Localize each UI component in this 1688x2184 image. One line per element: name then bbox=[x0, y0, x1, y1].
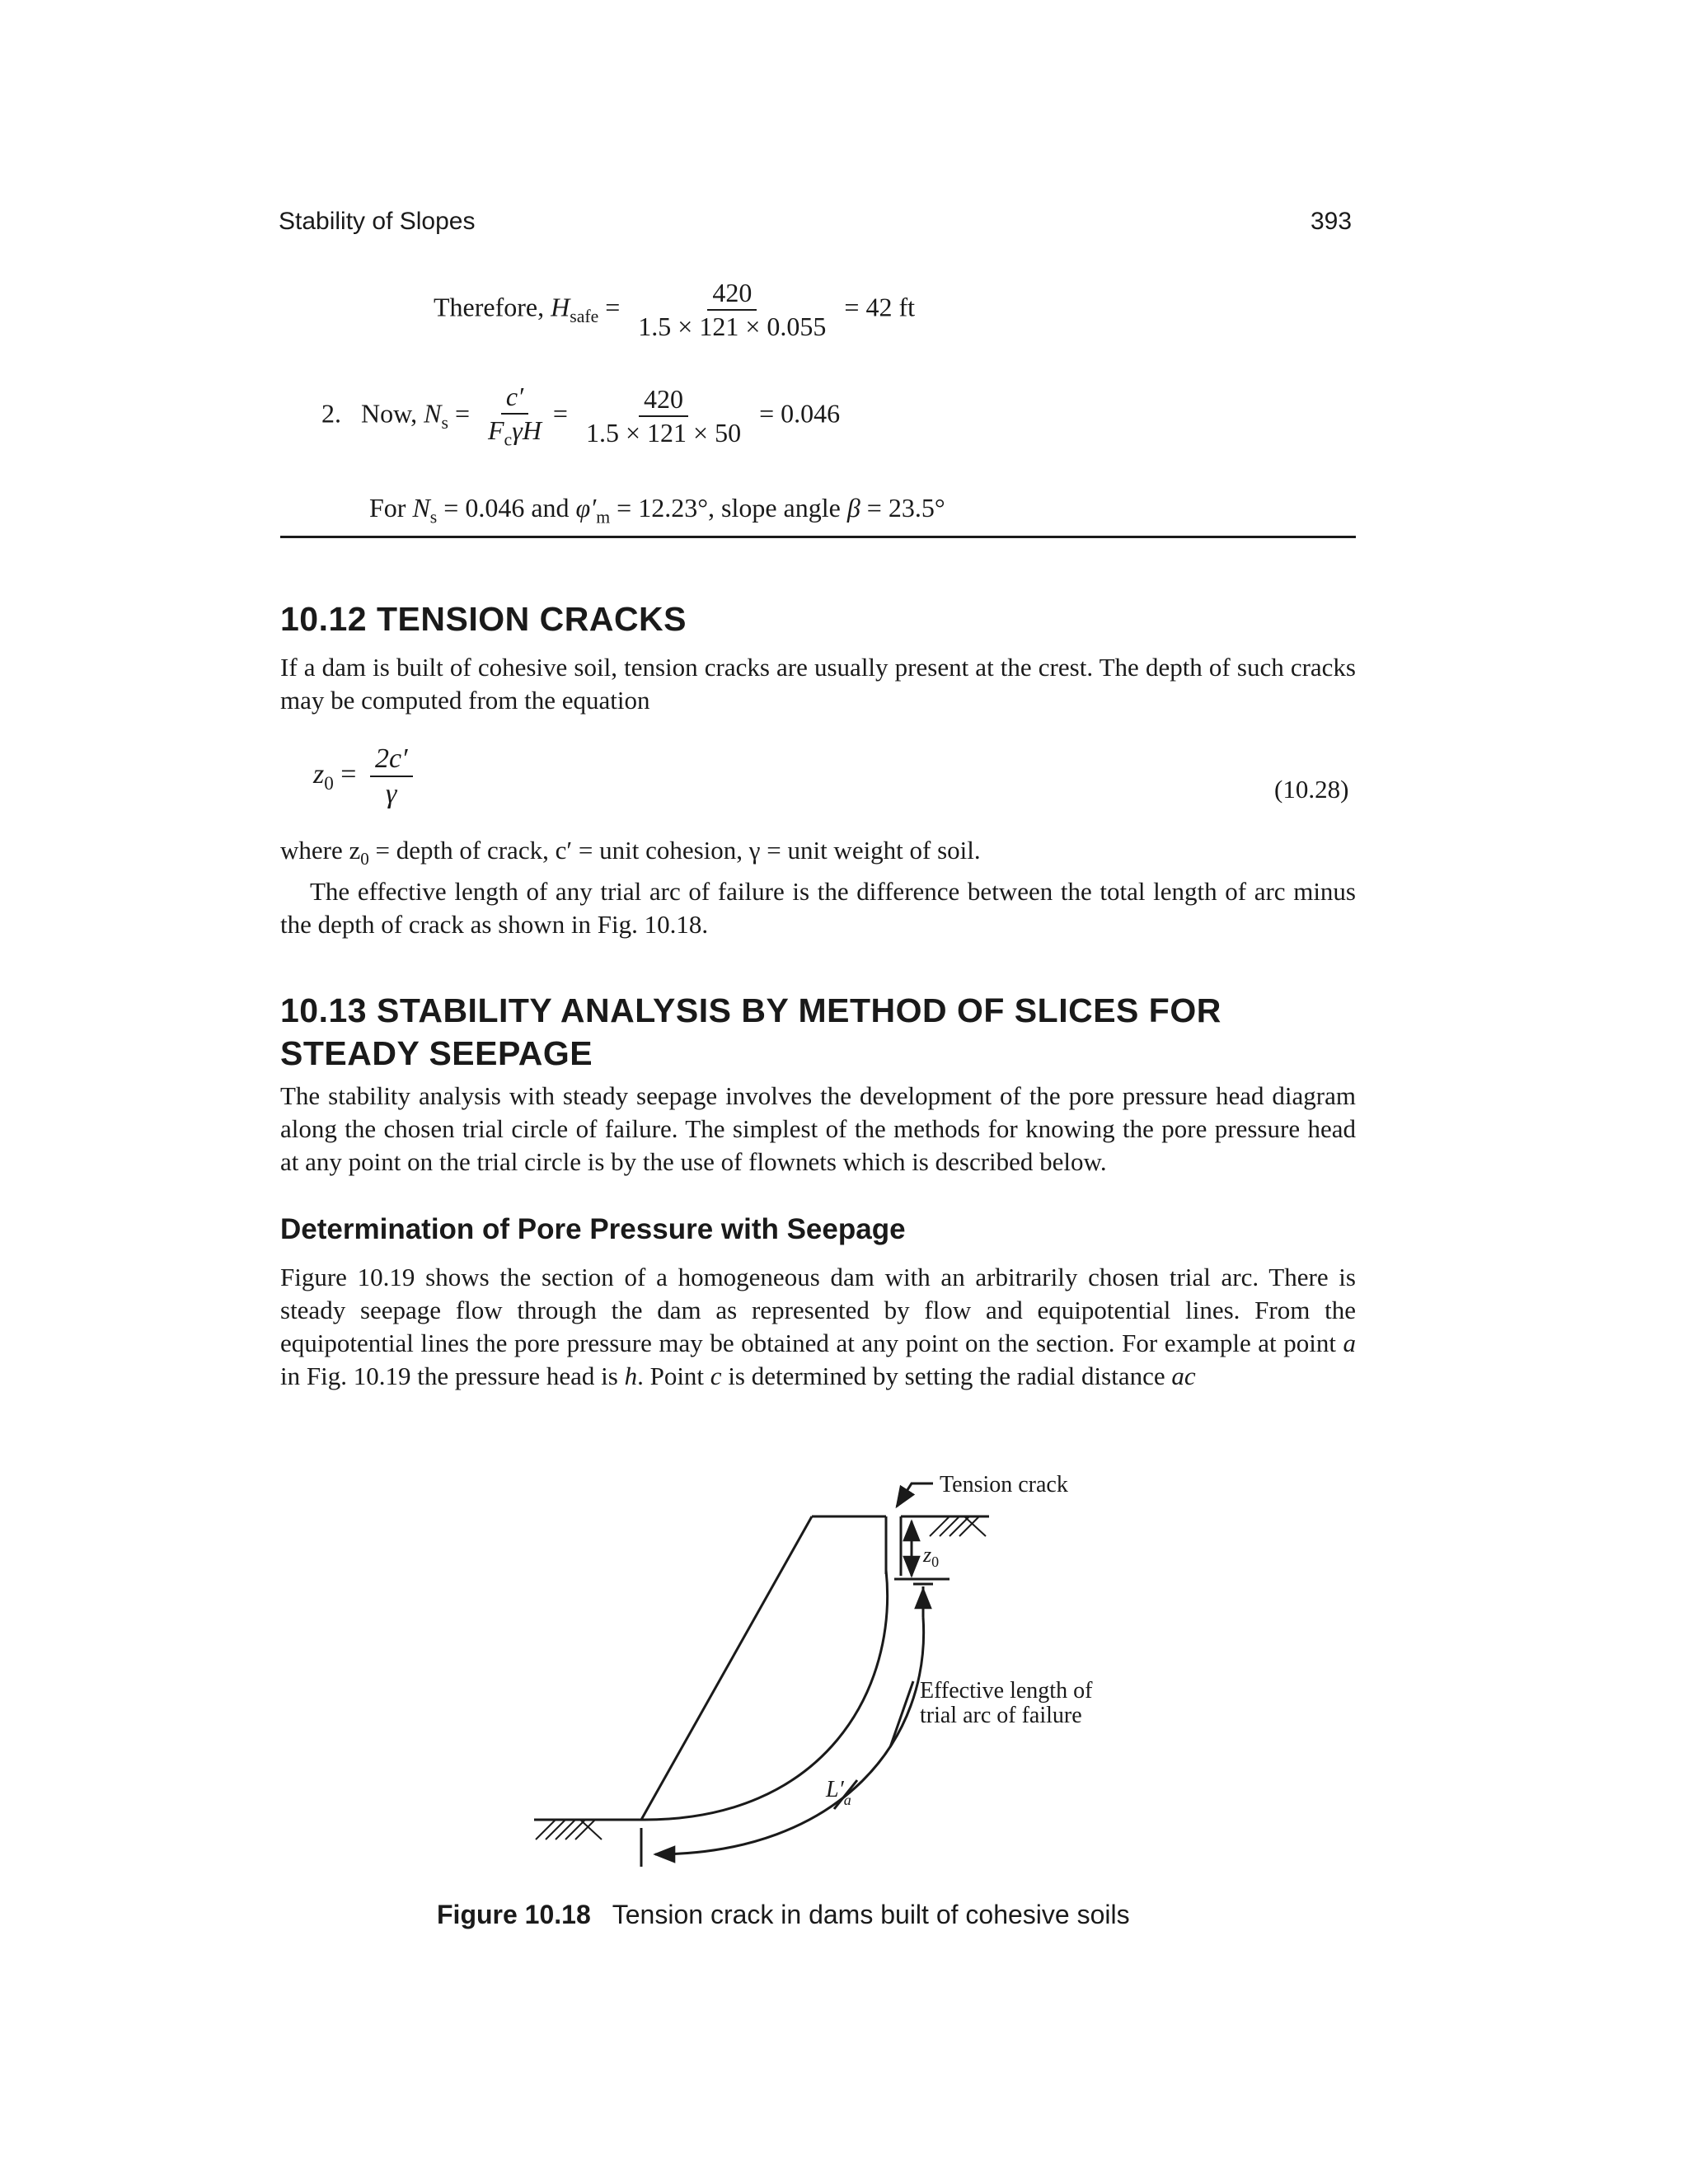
equation-number: (10.28) bbox=[1274, 775, 1349, 804]
effective-length-arrow bbox=[655, 1617, 924, 1854]
eq2-prefix: Now, bbox=[361, 398, 418, 429]
eq2-den2: 1.5 × 121 × 50 bbox=[585, 418, 742, 448]
equation-h-safe: Therefore, $H_{safe}$ = $\frac{420}{1.5 \times 121 \times 0.055}$ = 42 ft bbox=[434, 278, 915, 342]
result-beta: β bbox=[846, 493, 860, 523]
label-la: $L'_a$ bbox=[826, 1777, 851, 1808]
figure-caption-number: Figure 10.18 bbox=[437, 1900, 591, 1929]
subheading-pore-pressure: Determination of Pore Pressure with Seepage bbox=[280, 1213, 906, 1245]
eq2-den1-sub: c bbox=[504, 429, 513, 450]
result-ns-sub: s bbox=[429, 507, 438, 527]
pp-text-d: is determined by setting the radial distance bbox=[721, 1361, 1172, 1390]
eq2-result: = 0.046 bbox=[759, 398, 841, 429]
pp-var-c: c bbox=[710, 1361, 722, 1390]
pp-text-a: Figure 10.19 shows the section of a homogeneous dam with an arbitrarily chosen trial arc. There is steady seepage flow through the dam as represented by flow and equipotential lines. From the equipotential lines the pore pressure may be obtained at any point on the section. For example at point bbox=[280, 1263, 1356, 1357]
heading-10-13-line1: 10.13 STABILITY ANALYSIS BY METHOD OF SLICES FOR bbox=[280, 991, 1221, 1029]
running-title: Stability of Slopes bbox=[279, 208, 476, 235]
label-z0: $z_0$ bbox=[923, 1543, 940, 1570]
eq-10-28-denominator: γ bbox=[386, 779, 397, 810]
eq-10-28-numerator: 2c′ bbox=[374, 743, 408, 774]
intro-paragraph: If a dam is built of cohesive soil, tension cracks are usually present at the crest. The depth of such cracks may be computed from the equation bbox=[280, 653, 1356, 715]
slope-face bbox=[641, 1516, 812, 1820]
equation-10-28: $z_0$ = $\frac{2c'}{\gamma}$ bbox=[313, 743, 420, 810]
pp-var-a: a bbox=[1343, 1329, 1356, 1357]
result-phi-sub: m bbox=[596, 507, 611, 527]
figure-caption bbox=[437, 1900, 1130, 1930]
eq2-num2: 420 bbox=[639, 385, 688, 417]
eq2-lhs-sub: s bbox=[441, 412, 448, 433]
eq-10-28-lhs: z bbox=[313, 759, 325, 790]
equation-ns: 2. Now, $N_s$ = $\frac{c'}{F_c\gamma H}$ = $\frac{420}{1.5 \times 121 \times 50}$ = 0.046 bbox=[321, 382, 841, 450]
section-heading-10-12: 10.12 TENSION CRACKS bbox=[280, 600, 687, 638]
eq1-prefix: Therefore, bbox=[434, 292, 545, 322]
where-text-2: = depth of crack, c′ = unit cohesion, γ = unit weight of soil. bbox=[368, 836, 981, 865]
eq1-denominator: 1.5 × 121 × 0.055 bbox=[638, 312, 827, 342]
page-number: 393 bbox=[1311, 208, 1353, 235]
label-effective-length-2: trial arc of failure bbox=[920, 1703, 1082, 1728]
pp-var-ac: ac bbox=[1171, 1361, 1196, 1390]
result-beta-value: = 23.5° bbox=[866, 493, 945, 523]
result-ns-value: = 0.046 and bbox=[443, 493, 570, 523]
steady-seepage-paragraph: The stability analysis with steady seepage involves the development of the pore pressure head diagram along the chosen trial circle of failure. The simplest of the methods for knowing the pore pressure head at any point on the trial circle is by the use of flownets which is described below. bbox=[280, 1081, 1356, 1176]
eq2-den1-rest: γH bbox=[512, 415, 542, 446]
label-tension-crack: Tension crack bbox=[940, 1472, 1068, 1497]
effective-length-leader bbox=[890, 1681, 913, 1747]
eq1-numerator: 420 bbox=[707, 279, 757, 311]
eq2-lhs-var: N bbox=[424, 398, 442, 429]
figure-caption-text: Tension crack in dams built of cohesive soils bbox=[612, 1900, 1130, 1929]
tension-crack-leader bbox=[897, 1483, 933, 1507]
result-for: For bbox=[369, 493, 406, 523]
trial-failure-arc bbox=[641, 1570, 888, 1820]
eq1-lhs-var: H bbox=[551, 292, 570, 322]
result-ns-var: N bbox=[412, 493, 430, 523]
label-effective-length-1: Effective length of bbox=[920, 1678, 1093, 1704]
result-phi-value: = 12.23°, slope angle bbox=[617, 493, 841, 523]
pp-var-h: h bbox=[624, 1361, 638, 1390]
pp-text-b: in Fig. 10.19 the pressure head is bbox=[280, 1361, 625, 1390]
ground-hatch-crest bbox=[930, 1516, 986, 1536]
where-text-1: where z bbox=[280, 836, 361, 865]
result-phi: φ′ bbox=[575, 493, 597, 523]
eq2-item-number: 2. bbox=[321, 398, 341, 429]
eq2-den1: F bbox=[488, 415, 504, 446]
eq2-num1: c′ bbox=[505, 382, 524, 411]
effective-length-paragraph: The effective length of any trial arc of failure is the difference between the total length of arc minus the depth of crack as shown in Fig. 10.18. bbox=[280, 877, 1356, 940]
heading-10-13-line2: STEADY SEEPAGE bbox=[280, 1034, 593, 1072]
where-sub: 0 bbox=[360, 849, 369, 869]
eq-10-28-lhs-sub: 0 bbox=[324, 772, 334, 794]
ground-hatch-left bbox=[536, 1820, 602, 1840]
eq1-result: = 42 ft bbox=[844, 292, 915, 322]
pp-text-c: . Point bbox=[637, 1361, 710, 1390]
eq1-lhs-sub: safe bbox=[570, 306, 599, 326]
